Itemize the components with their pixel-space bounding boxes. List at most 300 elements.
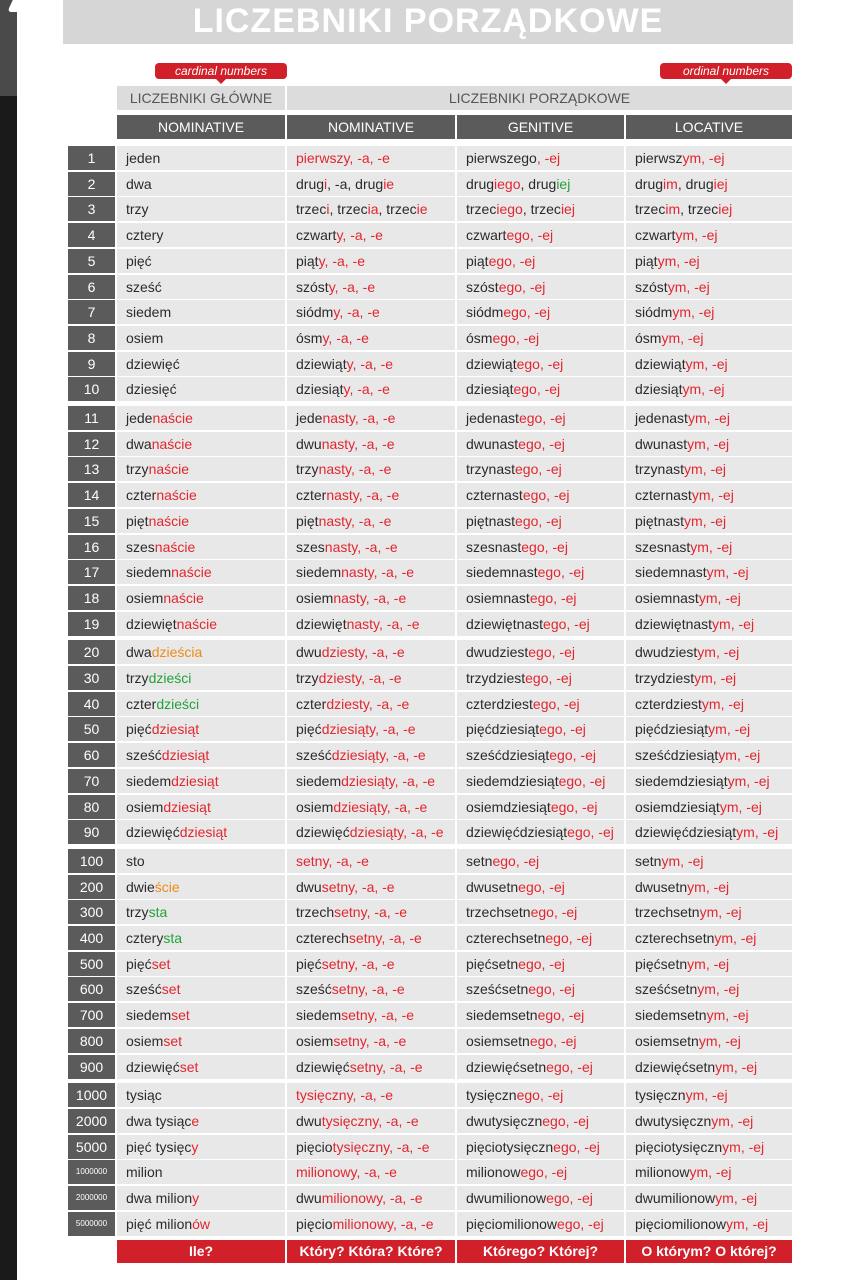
cell-text: dziesięć (126, 381, 177, 398)
cell-text: ego (503, 304, 527, 321)
cell-text: , -ej (556, 695, 580, 712)
row-number: 14 (68, 483, 115, 507)
cell-text: dziesiąt (163, 798, 211, 815)
cell-text: y (343, 381, 350, 398)
cell-text: , -ej (542, 410, 566, 426)
cell-text: ego (506, 227, 530, 244)
cell-text: , -ej (548, 670, 572, 686)
cell-text: setny (349, 1058, 383, 1075)
table-cell (287, 1083, 455, 1107)
table-cell (287, 377, 455, 401)
cell-text: siedem (296, 772, 342, 789)
cell-text: szes (296, 538, 325, 555)
table-cell (117, 769, 285, 793)
cell-text: , -a, -e (403, 824, 444, 841)
cell-text: setny (321, 878, 355, 895)
cell-text: set (163, 1032, 183, 1049)
cell-text: sześć (126, 278, 162, 295)
cell-text: setny (296, 852, 329, 869)
cell-text: , -ej (538, 512, 562, 529)
row-number: 400 (68, 926, 115, 950)
table-cell (287, 249, 455, 273)
table-cell (287, 197, 455, 221)
cell-text: , -ej (720, 695, 744, 712)
row-number: 7 (68, 300, 115, 324)
cell-text: ym (667, 278, 687, 295)
cell-text: y (346, 355, 353, 372)
cell-text: ym (712, 615, 731, 632)
cell-text: ego (498, 278, 523, 295)
cell-text: siedem (126, 564, 172, 581)
cell-text: pięćsetn (466, 955, 519, 972)
cell-text: , -a, -e (358, 487, 400, 504)
cell-text: ym (687, 435, 706, 452)
cell-text: milionowy (332, 1215, 394, 1232)
table-cell (626, 612, 792, 636)
cell-text: milionowy (296, 1164, 357, 1181)
table-row (68, 377, 792, 401)
cell-text: osiemsetn (466, 1032, 530, 1049)
cell-text: ym (711, 1112, 730, 1129)
table-row (68, 483, 792, 507)
footer-question-nominative: Który? Która? Które? (287, 1240, 455, 1263)
cell-text: , -ej (710, 487, 734, 504)
cell-text: pięćsetn (635, 955, 688, 972)
cell-text: nasty (333, 589, 366, 606)
cell-text: ie (416, 201, 428, 218)
table-cell (626, 275, 792, 299)
cell-text: dwunast (635, 435, 688, 452)
table-cell (287, 509, 455, 533)
cell-text: , -ej (702, 461, 727, 478)
cell-text: ym (691, 487, 711, 504)
cell-text: pięciomilionow (635, 1215, 727, 1232)
table-cell (117, 275, 285, 299)
table-cell (117, 1135, 285, 1159)
cell-text: osiem (296, 589, 334, 606)
table-cell (287, 926, 455, 950)
cell-text: , -ej (708, 538, 733, 555)
table-cell (287, 795, 455, 819)
cell-text: iego (494, 175, 521, 192)
row-number: 1 (68, 146, 115, 170)
cell-text: nasty (322, 410, 355, 426)
cell-text: , -ej (515, 852, 540, 869)
table-cell (626, 1160, 792, 1184)
table-cell (117, 875, 285, 899)
cell-text: osiem (126, 1032, 164, 1049)
table-cell (117, 457, 285, 481)
cell-text: ym (685, 355, 705, 372)
cell-text: ym (687, 410, 707, 426)
cell-text: iej (556, 175, 571, 192)
table-cell (457, 743, 624, 767)
cell-text: trzydziest (635, 670, 695, 686)
cell-text: ego (532, 695, 557, 712)
cell-text: , drug (520, 175, 557, 192)
row-number: 600 (68, 977, 115, 1001)
table-row (68, 666, 792, 690)
table-cell (457, 769, 624, 793)
cell-text: pięciotysięczn (635, 1138, 723, 1155)
table-cell (457, 640, 624, 664)
cell-text: ego (567, 824, 591, 841)
cell-text: , -a, -e (334, 278, 376, 295)
cell-text: , -ej (706, 410, 730, 426)
cell-text: ym (714, 930, 734, 946)
cell-text: drug (635, 175, 664, 192)
cell-text: ego (543, 615, 567, 632)
cell-text: , -ej (729, 1112, 754, 1129)
cell-text: dziewiąt (296, 355, 347, 372)
cell-text: , -ej (730, 615, 755, 632)
cell-text: , -ej (539, 355, 564, 372)
cell-text: naście (176, 615, 218, 632)
cell-text: siódm (466, 304, 504, 321)
cell-text: pięt (126, 512, 149, 529)
cell-text: iej (560, 201, 575, 218)
cell-text: , -ej (701, 150, 725, 166)
cell-text: , -ej (717, 589, 741, 606)
cell-text: dwu (296, 644, 322, 661)
cell-text: jede (296, 410, 323, 426)
cell-text: sześćdziesiąt (466, 747, 550, 764)
cell-text: , -a, -e (382, 1190, 423, 1206)
cell-text: dwa (126, 644, 152, 661)
cell-text: , -a, -e (349, 381, 390, 398)
row-number: 300 (68, 900, 115, 924)
cell-text: dziewięt (296, 615, 347, 632)
table-row (68, 692, 792, 716)
cell-text: ym (699, 904, 719, 921)
cell-text: , -a, -e (354, 435, 395, 452)
table-cell (626, 509, 792, 533)
cell-text: , -a, -e (351, 512, 392, 529)
cell-text: , -ej (565, 1112, 589, 1129)
table-row (68, 300, 792, 324)
table-cell (117, 377, 285, 401)
cell-text: osiem (126, 329, 164, 346)
cell-text: , -ej (676, 252, 700, 269)
table-cell (117, 692, 285, 716)
cell-text: siedem (296, 1007, 342, 1024)
cell-text: , -a, -e (365, 589, 407, 606)
table-cell (626, 432, 792, 456)
table-cell (457, 377, 624, 401)
cell-text: ym (672, 304, 692, 321)
table-cell (287, 692, 455, 716)
cell-text: ego (521, 538, 545, 555)
cell-text: trzydziest (466, 670, 526, 686)
cell-text: czterechsetn (466, 930, 546, 946)
cell-text: , -ej (712, 670, 737, 686)
cell-text: milionow (635, 1164, 690, 1181)
cell-text: czternast (635, 487, 692, 504)
cell-text: siedemnast (635, 564, 707, 581)
cell-text: dziesiąt (179, 824, 228, 841)
cell-text: dwie (126, 878, 155, 895)
cell-text: , -ej (560, 564, 585, 581)
cell-text: sta (163, 930, 183, 946)
cell-text: dziewięć (296, 1058, 350, 1075)
cell-text: ście (154, 878, 180, 895)
cell-text: sześćsetn (466, 981, 529, 998)
cell-text: dwa milion (126, 1190, 193, 1206)
cell-text: dziewięćsetn (466, 1058, 547, 1075)
cell-text: pięćdziesiąt (466, 721, 540, 738)
table-cell (457, 952, 624, 976)
group-header-cardinal: LICZEBNIKI GŁÓWNE (117, 86, 285, 110)
cell-text: szóst (635, 278, 668, 295)
cell-text: nasty (324, 538, 358, 555)
cell-text: , -ej (576, 1138, 600, 1155)
table-cell (626, 457, 792, 481)
table-cell (457, 1083, 624, 1107)
group-header-ordinal: LICZEBNIKI PORZĄDKOWE (287, 86, 792, 110)
cell-text: , -a, -e (349, 150, 390, 166)
table-cell (117, 849, 285, 873)
cell-text: i (326, 201, 330, 218)
table-row (68, 1029, 792, 1053)
cell-text: pięć milion (126, 1215, 193, 1232)
column-header-cardinal-nominative: NOMINATIVE (117, 115, 285, 139)
table-cell (457, 249, 624, 273)
cell-text: , -a, -e (373, 1007, 415, 1024)
cell-text: pięć (296, 955, 322, 972)
table-cell (117, 560, 285, 584)
cell-text: pięć (296, 721, 322, 738)
cell-text: pięć (126, 721, 152, 738)
cell-text: osiem (126, 798, 164, 815)
table-cell (287, 432, 455, 456)
row-number: 4 (68, 223, 115, 247)
cell-text: naście (148, 512, 190, 529)
table-cell (287, 483, 455, 507)
cell-text: piąt (466, 252, 489, 269)
column-header-locative: LOCATIVE (626, 115, 792, 139)
cell-text: , -ej (560, 1007, 585, 1024)
cell-text: , -a, -e (378, 1112, 419, 1129)
cell-text: nasty (321, 435, 355, 452)
cell-text: nasty (326, 487, 359, 504)
cell-text: szes (126, 538, 155, 555)
cell-text: ego (545, 930, 569, 946)
cell-text: ósm (635, 329, 662, 346)
table-row (68, 326, 792, 350)
cell-text: trzy (126, 461, 149, 478)
cell-text: , -ej (708, 1164, 732, 1181)
cell-text: ym (718, 747, 737, 764)
table-cell (117, 326, 285, 350)
cell-text: osiem (296, 1032, 334, 1049)
cell-text: ósm (296, 329, 323, 346)
cell-text: , -ej (717, 1032, 741, 1049)
cell-text: ego (520, 1164, 544, 1181)
table-cell (287, 666, 455, 690)
cell-text: , -ej (569, 1058, 593, 1075)
row-number: 19 (68, 612, 115, 636)
footer-question-locative: O którym? O której? (626, 1240, 792, 1263)
table-cell (457, 509, 624, 533)
table-row (68, 1212, 792, 1236)
cell-text: , -ej (738, 798, 762, 815)
cell-text: , -a, -e (368, 695, 410, 712)
table-cell (457, 717, 624, 741)
cell-text: , -a, -e (389, 1138, 430, 1155)
cell-text: set (151, 955, 171, 972)
table-cell (626, 535, 792, 559)
cell-text: trzynast (635, 461, 685, 478)
cell-text: setn (466, 852, 493, 869)
cell-text: ego (550, 798, 575, 815)
table-cell (287, 352, 455, 376)
cell-text: ym (690, 538, 709, 555)
row-number: 20 (68, 640, 115, 664)
cell-text: czternast (466, 487, 523, 504)
cell-text: ym (706, 564, 726, 581)
cell-text: , -ej (740, 1138, 765, 1155)
cell-text: , -ej (572, 747, 596, 764)
table-cell (117, 483, 285, 507)
cell-text: , -ej (718, 904, 742, 921)
table-row (68, 795, 792, 819)
cell-text: ego (513, 381, 537, 398)
table-cell (287, 743, 455, 767)
table-cell (117, 535, 285, 559)
table-cell (457, 197, 624, 221)
cell-text: , -ej (686, 278, 710, 295)
cell-text: dziesiąt (635, 381, 683, 398)
cell-text: trzechsetn (466, 904, 531, 921)
table-cell (457, 926, 624, 950)
cell-text: dziewiętnast (635, 615, 713, 632)
table-cell (117, 1160, 285, 1184)
cell-text: ym (687, 878, 706, 895)
table-row (68, 952, 792, 976)
table-cell (626, 640, 792, 664)
cell-text: czterdziest (635, 695, 702, 712)
table-row (68, 900, 792, 924)
cell-text: ego (492, 329, 516, 346)
table-row (68, 406, 792, 430)
cell-text: dziesty (321, 644, 365, 661)
cell-text: osiem (296, 798, 334, 815)
cell-text: czter (296, 487, 327, 504)
cell-text: , -ej (746, 772, 770, 789)
cell-text: y (318, 252, 325, 269)
table-cell (457, 300, 624, 324)
footer-question-genitive: Którego? Której? (457, 1240, 624, 1263)
cell-text: piętnast (466, 512, 516, 529)
cell-text: y (333, 304, 340, 321)
cell-text: ego (542, 1112, 566, 1129)
cell-text: czwart (635, 227, 676, 244)
table-cell (626, 849, 792, 873)
table-cell (287, 146, 455, 170)
cell-text: , -a, -e (364, 644, 405, 661)
cell-text: osiemnast (635, 589, 699, 606)
cell-text: osiemdziesiąt (466, 798, 551, 815)
table-cell (457, 692, 624, 716)
table-cell (457, 1160, 624, 1184)
table-cell (117, 977, 285, 1001)
cell-text: dziesiąty (341, 772, 395, 789)
table-row (68, 535, 792, 559)
row-number: 800 (68, 1029, 115, 1053)
row-number: 60 (68, 743, 115, 767)
table-cell (457, 1055, 624, 1079)
table-row (68, 223, 792, 247)
row-number: 10 (68, 377, 115, 401)
table-row (68, 586, 792, 610)
cell-text: ego (553, 1138, 577, 1155)
cell-text: , -a, drug (327, 175, 384, 192)
cell-text: ego (529, 589, 554, 606)
cell-text: dziesiąt (151, 721, 200, 738)
cell-text: , -a, -e (386, 798, 428, 815)
cell-text: ym (685, 1087, 705, 1104)
cell-text: , -ej (522, 278, 546, 295)
table-cell (117, 1029, 285, 1053)
cell-text: siedemsetn (635, 1007, 707, 1024)
cell-text: trzy (126, 670, 149, 686)
table-cell (117, 146, 285, 170)
table-cell (117, 1083, 285, 1107)
cell-text: ego (546, 1058, 570, 1075)
cell-text: piąt (296, 252, 319, 269)
table-row (68, 743, 792, 767)
table-cell (287, 1029, 455, 1053)
table-cell (117, 666, 285, 690)
cell-text: siedemdziesiąt (635, 772, 728, 789)
cell-text: sześć (296, 747, 332, 764)
table-row (68, 146, 792, 170)
cell-text: nasty (318, 512, 352, 529)
table-cell (457, 223, 624, 247)
cell-text: , trzec (329, 201, 368, 218)
cell-text: pięć (126, 955, 152, 972)
cell-text: set (161, 981, 181, 998)
cell-text: , -ej (725, 564, 749, 581)
cell-text: ego (528, 644, 552, 661)
table-cell (287, 535, 455, 559)
cell-text: sześć (296, 981, 332, 998)
cell-text: dziesiąty (321, 721, 376, 738)
table-row (68, 820, 792, 844)
table-row (68, 1109, 792, 1133)
cell-text: , -a, -e (328, 329, 369, 346)
table-cell (287, 1135, 455, 1159)
table-cell (626, 795, 792, 819)
cell-text: iej (713, 175, 728, 192)
row-number: 5000000 (68, 1212, 115, 1236)
cell-text: ym (727, 772, 747, 789)
table-cell (626, 1109, 792, 1133)
cell-text: dwa (126, 435, 152, 452)
cell-text: dzieścia (151, 644, 203, 661)
cell-text: , -ej (694, 227, 718, 244)
cell-text: ego (537, 564, 561, 581)
table-row (68, 612, 792, 636)
cell-text: dziewiętnast (466, 615, 544, 632)
cell-text: dziewięćsetn (635, 1058, 716, 1075)
cell-text: , -ej (705, 435, 730, 452)
row-number: 30 (68, 666, 115, 690)
table-cell (117, 406, 285, 430)
cell-text: , -ej (511, 252, 536, 269)
footer-question-cardinal: Ile? (117, 1240, 285, 1263)
table-cell (287, 457, 455, 481)
